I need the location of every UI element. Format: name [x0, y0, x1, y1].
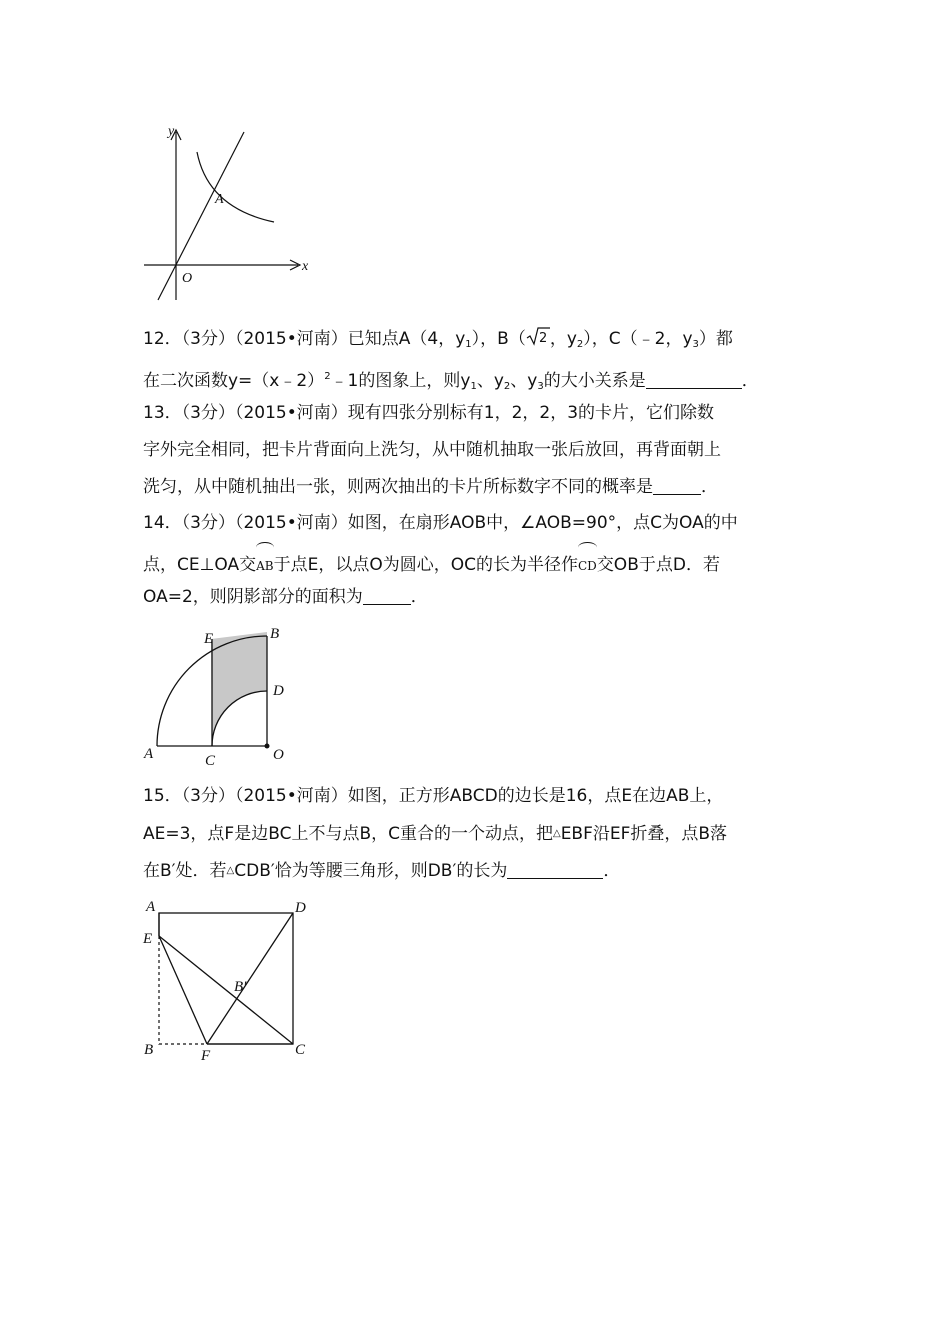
origin-label: O	[182, 271, 193, 286]
label-e: E	[204, 631, 214, 647]
question-12	[143, 321, 823, 395]
label-b: B	[270, 626, 280, 642]
question-15: 15．（3分）（2015•河南）如图，正方形ABCD的边长是16，点E在边AB上， AE=3，点F是边BC上不与点B，C重合的一个动点，把△EBF沿EF折叠，点B落 在B′处．若△CDB′恰为等腰三角形，则DB′的长为 ．	[143, 786, 728, 881]
label-b-prime: B′	[234, 979, 247, 995]
question-12-line-2: 在二次函数y=（x﹣2）$^2$﹣1的图象上，则$y_1$、$y_2$、$y_3$的大小关系是 ．	[143, 371, 759, 392]
y-axis-label: y	[168, 124, 175, 139]
label-a: A	[146, 899, 156, 915]
question-14: 14．（3分）（2015•河南）如图，在扇形AOB中，∠AOB=90°，点C为OA的中 点，CE⊥OA交AB于点E，以点O为圆心，OC的长为半径作CD交OB于点D．若 OA=2，则阴影部分的面积为 ．	[143, 513, 738, 607]
answer-blank[interactable]	[653, 476, 701, 495]
label-e: E	[143, 931, 153, 947]
figure-q15-square	[140, 895, 320, 1065]
label-d: D	[273, 683, 284, 699]
answer-blank[interactable]	[363, 586, 411, 605]
label-o: O	[273, 747, 284, 763]
svg-text:2: 2	[538, 331, 548, 346]
label-f: F	[201, 1048, 211, 1064]
x-axis-label: x	[302, 259, 309, 274]
sqrt-symbol	[526, 323, 550, 360]
label-c: C	[295, 1042, 306, 1058]
label-d: D	[295, 900, 306, 916]
figure-q11-graph	[140, 118, 320, 308]
label-a: A	[144, 746, 154, 762]
point-a-label: A	[215, 192, 224, 207]
label-b: B	[144, 1042, 154, 1058]
answer-blank[interactable]	[646, 370, 742, 389]
question-12-line-1: 12．（3分）（2015•河南）已知点A（4，$y_1$），B（ 2 ，$y_2$），C（﹣2，$y_3$）都	[143, 321, 823, 358]
arc-cd-symbol: CD	[578, 542, 597, 585]
answer-blank[interactable]	[507, 860, 603, 879]
question-13: 13．（3分）（2015•河南）现有四张分别标有1，2，2，3的卡片，它们除数 字外完全相同，把卡片背面向上洗匀，从中随机抽取一张后放回，再背面朝上 洗匀，从中随机抽出一张，则两次抽出的卡片所标数字不同的概率是 ．	[143, 403, 721, 497]
label-c: C	[205, 753, 216, 769]
arc-ab-symbol: AB	[256, 542, 273, 585]
figure-q14-sector	[140, 622, 300, 772]
